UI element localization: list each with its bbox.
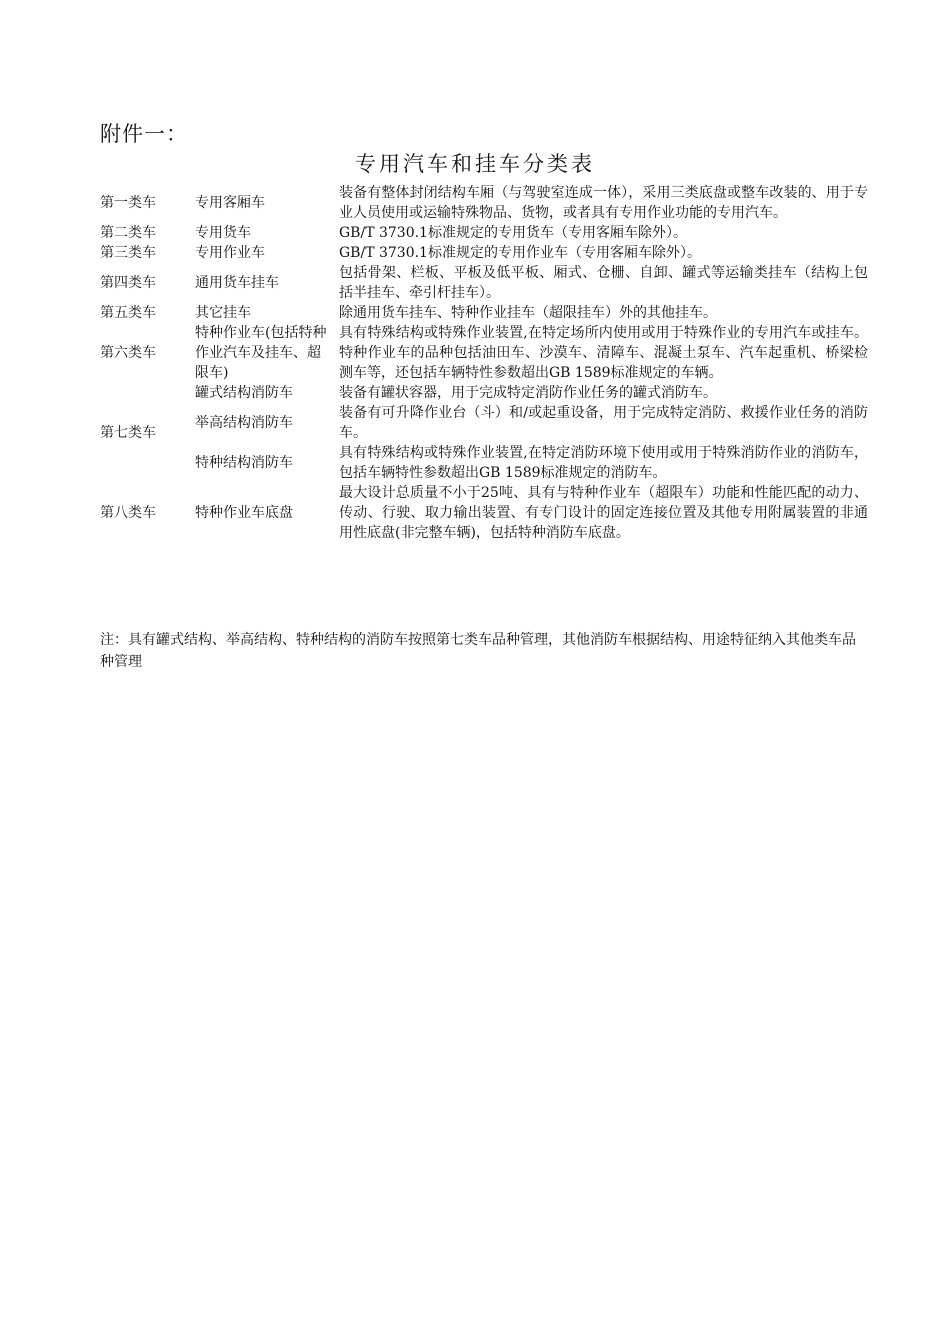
- category-cell: 第三类车: [100, 245, 156, 261]
- table-row: [96, 243, 868, 263]
- page-title: 专用汽车和挂车分类表: [355, 152, 595, 176]
- vehicle-name-cell: 专用客厢车: [195, 195, 265, 211]
- table-row: [96, 483, 868, 543]
- category-cell: 第一类车: [100, 195, 156, 211]
- description-cell: 包括骨架、栏板、平板及低平板、厢式、仓栅、自卸、罐式等运输类挂车（结构上包括半挂车、牵引杆挂车）。: [339, 265, 868, 301]
- description-cell: GB/T 3730.1标准规定的专用货车（专用客厢车除外）。: [339, 225, 687, 241]
- vehicle-name-cell: 罐式结构消防车: [195, 385, 293, 401]
- table-row: [96, 323, 868, 383]
- vehicle-name-cell: 专用作业车: [195, 245, 265, 261]
- table-row: [96, 383, 868, 403]
- table-row: [96, 443, 868, 483]
- vehicle-name-cell: 通用货车挂车: [195, 275, 279, 291]
- vehicle-name-cell: 专用货车: [195, 225, 251, 241]
- description-cell: 具有特殊结构或特殊作业装置,在特定消防环境下使用或用于特殊消防作业的消防车，包括车辆特性参数超出GB 1589标准规定的消防车。: [339, 445, 868, 481]
- table-row: [96, 403, 868, 443]
- vehicle-name-cell: 其它挂车: [195, 305, 251, 321]
- table-row: [96, 223, 868, 243]
- description-cell: 最大设计总质量不小于25吨、具有与特种作业车（超限车）功能和性能匹配的动力、传动、行驶、取力输出装置、有专门设计的固定连接位置及其他专用附属装置的非通用性底盘(非完整车辆)，包括特种消防车底盘。: [339, 485, 868, 541]
- vehicle-name-cell: 特种作业车底盘: [195, 505, 293, 521]
- category-cell: 第五类车: [100, 305, 156, 321]
- vehicle-name-cell: 举高结构消防车: [195, 415, 293, 431]
- table-row: [96, 183, 868, 223]
- table-row: [96, 303, 868, 323]
- category-cell: 第八类车: [100, 505, 156, 521]
- description-cell: 装备有整体封闭结构车厢（与驾驶室连成一体），采用三类底盘或整车改装的、用于专业人员使用或运输特殊物品、货物，或者具有专用作业功能的专用汽车。: [339, 185, 868, 221]
- classification-table: [96, 183, 868, 543]
- category-cell: 第七类车: [100, 425, 156, 441]
- footnote: 注：具有罐式结构、举高结构、特种结构的消防车按照第七类车品种管理，其他消防车根据结构、用途特征纳入其他类车品种管理: [100, 632, 856, 670]
- category-cell: 第六类车: [100, 345, 156, 361]
- description-cell: 除通用货车挂车、特种作业挂车（超限挂车）外的其他挂车。: [339, 305, 717, 321]
- category-cell: 第二类车: [100, 225, 156, 241]
- description-cell: GB/T 3730.1标准规定的专用作业车（专用客厢车除外）。: [339, 245, 701, 261]
- description-cell: 具有特殊结构或特殊作业装置,在特定场所内使用或用于特殊作业的专用汽车或挂车。特种作业车的品种包括油田车、沙漠车、清障车、混凝土泵车、汽车起重机、桥梁检测车等，还包括车辆特性参数超出GB 1589标准规定的车辆。: [339, 325, 868, 381]
- description-cell: 装备有罐状容器，用于完成特定消防作业任务的罐式消防车。: [339, 385, 717, 401]
- vehicle-name-cell: 特种作业车(包括特种作业汽车及挂车、超限车): [195, 325, 327, 381]
- attachment-label: 附件一：: [100, 122, 188, 146]
- table-row: [96, 263, 868, 303]
- description-cell: 装备有可升降作业台（斗）和/或起重设备，用于完成特定消防、救援作业任务的消防车。: [339, 405, 868, 441]
- vehicle-name-cell: 特种结构消防车: [195, 455, 293, 471]
- category-cell: 第四类车: [100, 275, 156, 291]
